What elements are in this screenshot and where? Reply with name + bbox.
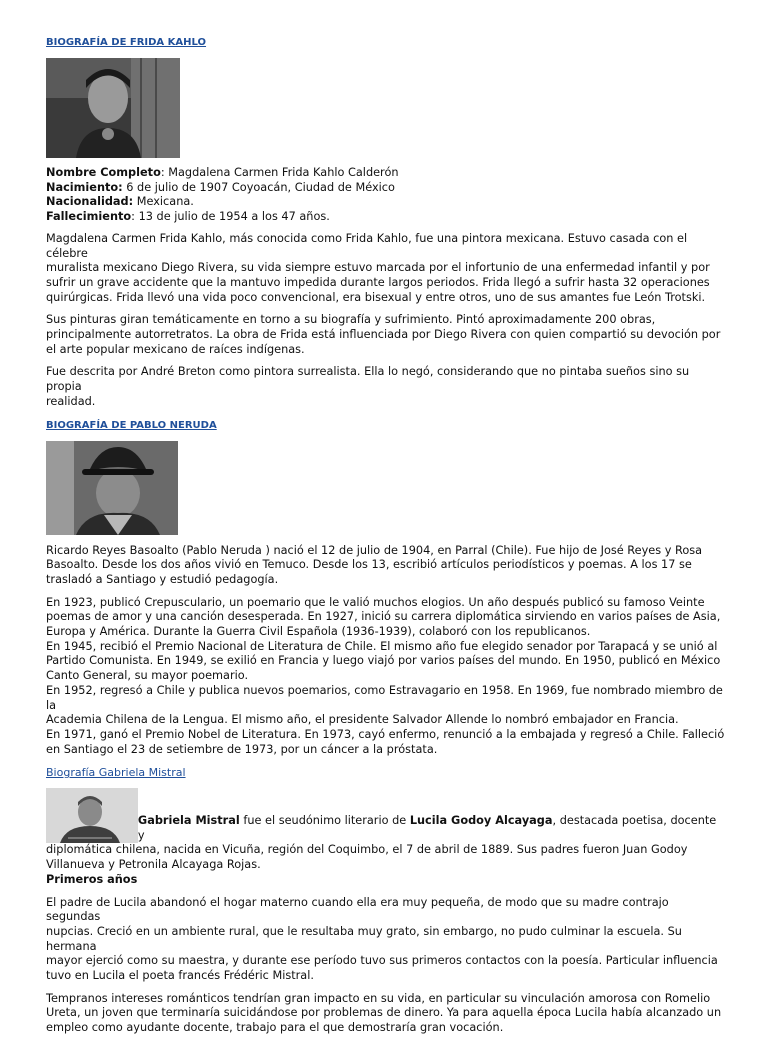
mistral-intro: Gabriela Mistral fue el seudónimo literario de Lucila Godoy Alcayaga, destacada poetisa, docente y diplomática chilena, nacida en Vicuña, región del Coquimbo, el 7 de abril de 1889. Sus padres fueron Juan Godoy Villanueva y Petronila Alcayaga Rojas. Primeros años [46, 788, 726, 887]
frida-heading-link[interactable]: BIOGRAFÍA DE FRIDA KAHLO [46, 37, 207, 48]
document-page [46, 36, 726, 1044]
frida-paragraph-2: Sus pinturas giran temáticamente en torno a su biografía y sufrimiento. Pintó aproximadamente 200 obras, principalmente autorretratos. La obra de Frida está influenciada por Diego Rivera con quien compartió su devoción por el arte popular mexicano de raíces indígenas. [46, 313, 721, 356]
neruda-portrait-photo [46, 441, 178, 535]
mistral-subheading: Primeros años [46, 872, 138, 886]
mistral-heading-link[interactable]: Biografía Gabriela Mistral [46, 766, 186, 780]
fact-full-name: Nombre Completo: Magdalena Carmen Frida Kahlo Calderón [46, 166, 399, 179]
mistral-paragraph-1: El padre de Lucila abandonó el hogar materno cuando ella era muy pequeña, de modo que su madre contrajo segundas nupcias. Creció en un ambiente rural, que le resultaba muy grato, sin embargo, no pudo culminar la escuela. Su hermana mayor ejerció como su maestra, y durante ese período tuvo sus primeros contactos con la poesía. Particular influencia tuvo en Lucila el poeta francés Frédéric Mistral. [46, 895, 718, 983]
frida-facts [46, 166, 726, 225]
neruda-paragraph-1: Ricardo Reyes Basoalto (Pablo Neruda ) nació el 12 de julio de 1904, en Parral (Chile). Fue hijo de José Reyes y Rosa Basoalto. Desde los dos años vivió en Temuco. Desde los 13, escribió artículos periodísticos y poemas. A los 17 se trasladó a Santiago y estudió pedagogía. [46, 543, 703, 586]
mistral-paragraph-2: Tempranos intereses románticos tendrían gran impacto en su vida, en particular su vinculación amorosa con Romelio Ureta, un joven que terminaría suicidándose por problemas de dinero. Ya para aquella época Lucila había alcanzado un empleo como ayudante docente, trabajo para el que demostraría gran vocación. [46, 991, 722, 1035]
mistral-intro-first-line [46, 788, 726, 843]
frida-portrait-photo [46, 58, 180, 158]
neruda-heading-link[interactable]: BIOGRAFÍA DE PABLO NERUDA [46, 419, 217, 431]
fact-birth: Nacimiento: 6 de julio de 1907 Coyoacán, Ciudad de México [46, 180, 395, 194]
frida-paragraph-3: Fue descrita por André Breton como pintora surrealista. Ella lo negó, considerando que no pintaba sueños sino su propia realidad. [46, 365, 690, 408]
fact-nationality: Nacionalidad: Mexicana. [46, 195, 194, 209]
frida-paragraph-1: Magdalena Carmen Frida Kahlo, más conocida como Frida Kahlo, fue una pintora mexicana. Estuvo casada con el célebre muralista mexicano Diego Rivera, su vida siempre estuvo marcada por el infortunio de una enfermedad infantil y por sufrir un grave accidente que la mantuvo impedida durante largos periodos. Frida llegó a sufrir hasta 32 operaciones quirúrgicas. Frida llevó una vida poco convencional, era bisexual y entre otros, uno de sus amantes fue León Trotski. [46, 231, 710, 304]
neruda-paragraph-2: En 1923, publicó Crepusculario, un poemario que le valió muchos elogios. Un año después publicó su famoso Veinte poemas de amor y una canción desesperada. En 1927, inició su carrera diplomática sirviendo en varios países de Asia, Europa y América. Durante la Guerra Civil Española (1936-1939), colaboró con los republicanos. En 1945, recibió el Premio Nacional de Literatura de Chile. El mismo año fue elegido senador por Tarapacá y se unió al Partido Comunista. En 1949, se exilió en Francia y luego viajó por varios países del mundo. En 1950, publicó en México Canto General, su mayor poemario. En 1952, regresó a Chile y publica nuevos poemarios, como Estravagario en 1958. En 1969, fue nombrado miembro de la Academia Chilena de la Lengua. El mismo año, el presidente Salvador Allende lo nombró embajador en Francia. En 1971, ganó el Premio Nobel de Literatura. En 1973, cayó enfermo, renunció a la embajada y regresó a Chile. Falleció en Santiago el 23 de setiembre de 1973, por un cáncer a la próstata. [46, 595, 725, 756]
mistral-intro-text: Gabriela Mistral fue el seudónimo literario de Lucila Godoy Alcayaga, destacada poetisa, docente y [137, 813, 717, 842]
mistral-portrait-photo [46, 788, 138, 843]
fact-death: Fallecimiento: 13 de julio de 1954 a los 47 años. [46, 210, 330, 224]
